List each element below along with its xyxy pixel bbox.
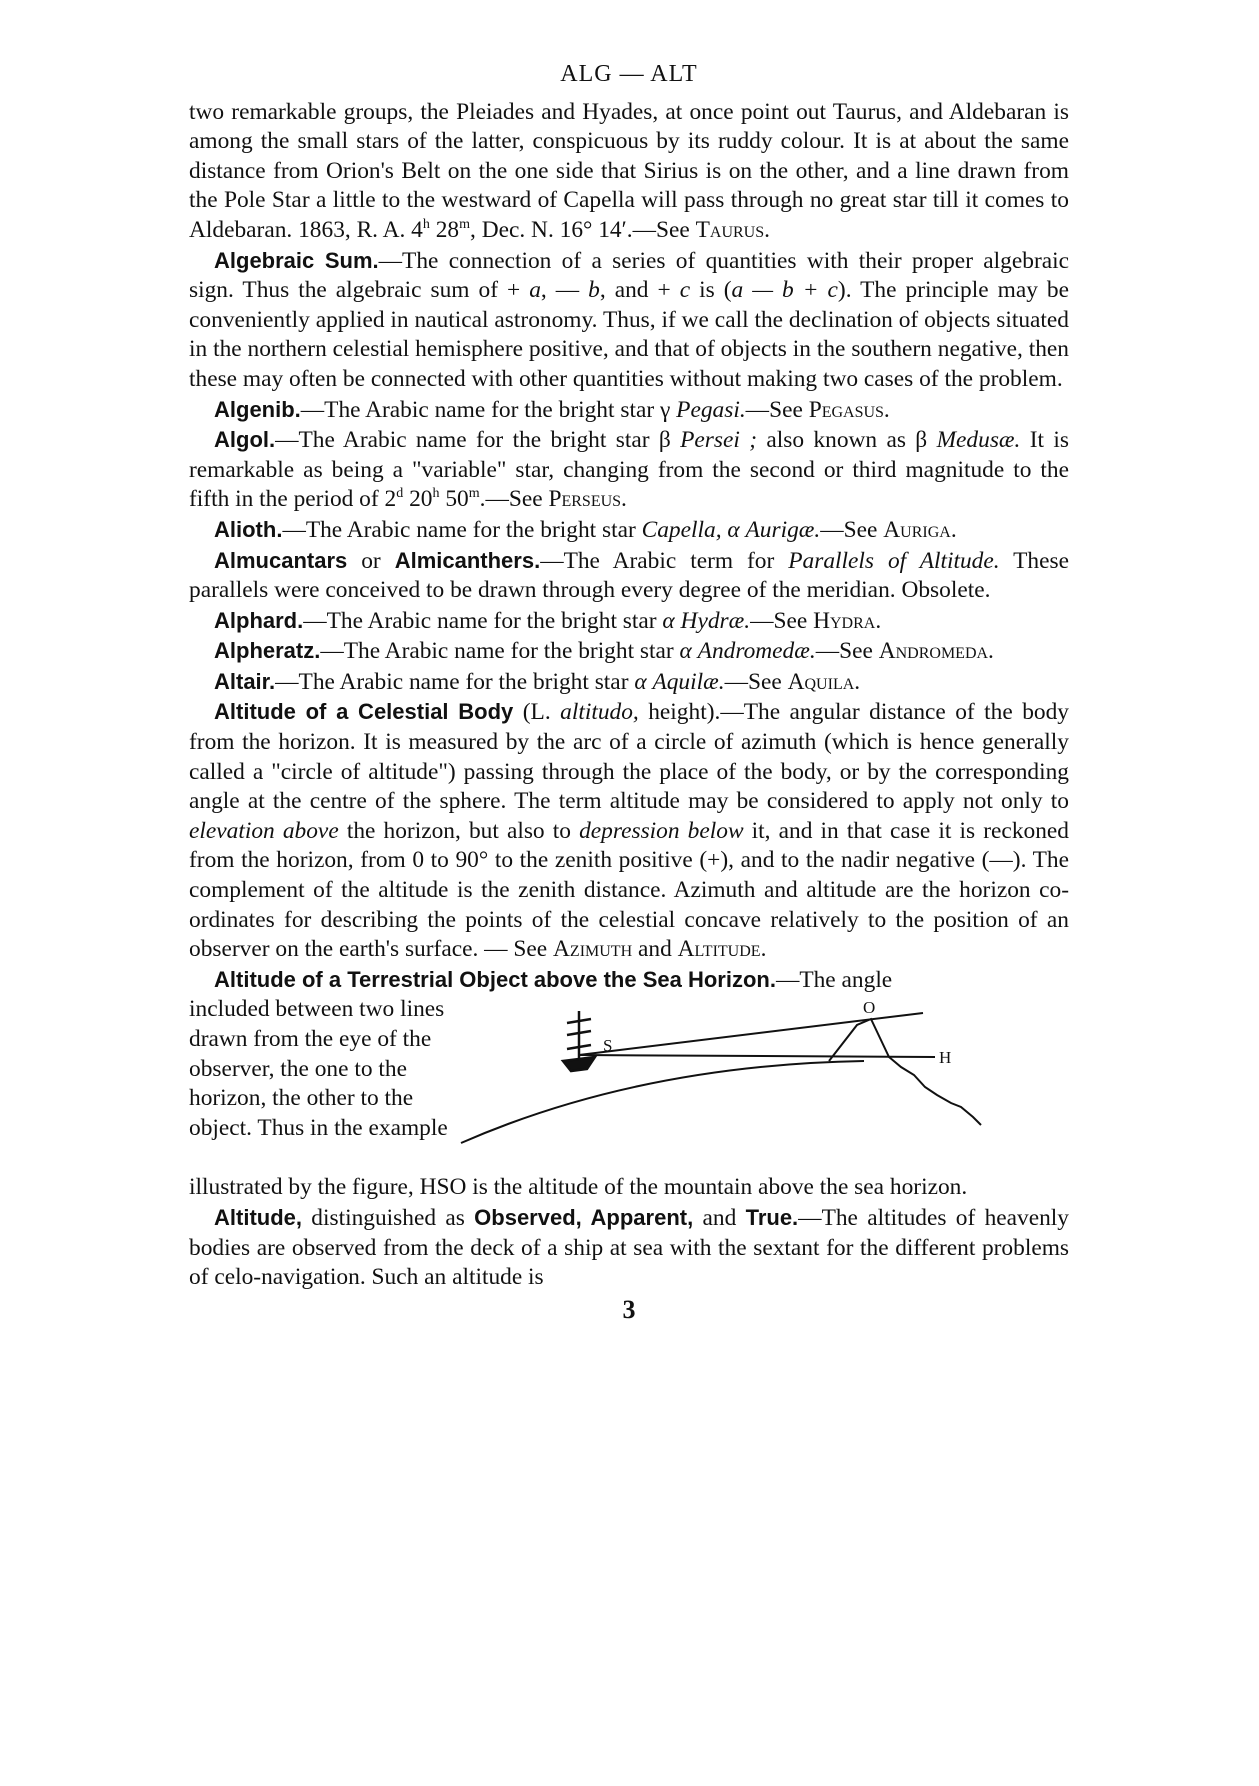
sea-curve — [461, 1061, 864, 1143]
entry-headword-true: True. — [745, 1205, 799, 1230]
entry-headword: Almucantars — [214, 547, 348, 573]
entry-headword: Altitude, — [214, 1205, 302, 1230]
figure-block — [189, 995, 1069, 1173]
cross-reference: Aquila. — [787, 668, 861, 695]
entry-headword: Algol. — [214, 427, 276, 453]
entry-altitude-terrestrial-object: Altitude of a Terrestrial Object above the Sea Horizon.—The angle — [214, 966, 893, 993]
label-o: O — [863, 998, 876, 1018]
entry-alphard: Alphard.—The Arabic name for the bright star α Hydræ.—See Hydra. — [214, 607, 882, 634]
entry-headword: Alpheratz. — [214, 638, 321, 664]
entry-headword: Alphard. — [214, 607, 304, 633]
cross-reference: Auriga. — [883, 516, 957, 543]
entry-algenib: Algenib.—The Arabic name for the bright star γ Pegasi.—See Pegasus. — [214, 396, 890, 423]
entry-algebraic-sum: Algebraic Sum.—The connection of a series of quantities with their proper algebraic sign. Thus the algebraic sum of + a, — b, and + c is (a — b + c). The principle may be conveniently applied in nautical astronomy. Thus, if we call the declination of objects situated in the northern celestial hemisphere positive, and that of objects in the southern negative, then these may often be connected with other quantities without making two cases of the problem. — [189, 247, 1070, 392]
cross-reference: Azimuth — [553, 936, 633, 963]
cross-reference: Pegasus. — [808, 396, 890, 423]
figure-wrap-text: included between two lines drawn from the eye of the observer, the one to the horizon, the other to the object. Thus in the example — [189, 996, 448, 1141]
entry-headword: Algebraic Sum. — [214, 247, 379, 273]
label-h: H — [939, 1048, 952, 1068]
page-content — [189, 60, 1069, 1324]
cross-reference: Taurus. — [695, 216, 770, 243]
entry-headword-observed: Observed, — [474, 1205, 582, 1230]
entry-algol: Algol.—The Arabic name for the bright star β Persei ; also known as β Medusæ. It is remarkable as being a "variable" star, changing from the second or third magnitude to the fifth in the period of 2$^d$ 20$^h$ 50$^m$.—See Perseus. — [189, 427, 1069, 513]
entry-alpheratz: Alpheratz.—The Arabic name for the bright star α Andromedæ.—See Andromeda. — [214, 638, 994, 665]
entry-altitude-observed: Altitude, distinguished as Observed, Apparent, and True.—The altitudes of heavenly bodies are observed from the deck of a ship at sea with the sextant for the different problems of celo-navigation. Such an altitude is — [189, 1205, 1069, 1291]
label-s: S — [603, 1036, 613, 1056]
entry-altitude-celestial-body: Altitude of a Celestial Body (L. altitudo, height).—The angular distance of the body from the horizon. It is measured by the arc of a circle of azimuth (which is hence generally called a "circle of altitude") passing through the place of the body, or by the corresponding angle at the centre of the sphere. The term altitude may be considered to apply not only to elevation above the horizon, but also to depression below it, and in that case it is reckoned from the horizon, from 0 to 90° to the zenith positive (+), and to the nadir negative (—). The complement of the altitude is the zenith distance. Azimuth and altitude are the horizon co-ordinates for describing the points of the celestial concave relatively to the position of an observer on the earth's surface. — See Azimuth and Altitude. — [189, 699, 1070, 963]
entry-headword: Altitude of a Celestial Body — [214, 699, 514, 725]
entry-headword: Alioth. — [214, 516, 283, 542]
horizon-line — [579, 1055, 935, 1057]
entry-headword: Altitude of a Terrestrial Object above the Sea Horizon. — [214, 966, 776, 992]
continuation-paragraph: two remarkable groups, the Pleiades and Hyades, at once point out Taurus, and Aldebaran is among the small stars of the latter, conspicuous by its ruddy colour. It is at about the same distance from Orion's Belt on the one side that Sirius is on the other, and a line drawn from the Pole Star a little to the westward of Capella will pass through no great star till it comes to Aldebaran. 1863, R. A. 4$^h$ 28$^m$, Dec. N. 16° 14′.—See Taurus. — [189, 98, 1069, 243]
entry-alioth: Alioth.—The Arabic name for the bright star Capella, α Aurigæ.—See Auriga. — [214, 516, 957, 543]
entry-altair: Altair.—The Arabic name for the bright star α Aquilæ.—See Aquila. — [214, 668, 861, 695]
line-to-object — [579, 1013, 923, 1055]
entry-almucantars: Almucantars or Almicanthers.—The Arabic term for Parallels of Altitude. These parallels were conceived to be drawn through every degree of the meridian. Obsolete. — [189, 547, 1069, 604]
altitude-figure — [459, 995, 1069, 1173]
running-head: ALG — ALT — [560, 61, 698, 87]
cross-reference: Perseus. — [548, 486, 627, 513]
cross-reference: Hydra. — [813, 607, 882, 634]
cross-reference: Andromeda. — [878, 638, 994, 665]
entry-headword: Altair. — [214, 668, 276, 694]
ship-icon — [563, 1011, 595, 1071]
entry-altitude-terrestrial-continued: illustrated by the figure, HSO is the altitude of the mountain above the sea horizon. — [189, 1174, 968, 1201]
entry-headword-apparent: Apparent, — [581, 1205, 694, 1230]
page-number: 3 — [622, 1294, 636, 1324]
entry-headword-alt: Almicanthers. — [394, 547, 541, 573]
entry-headword: Algenib. — [214, 396, 301, 422]
cross-reference: Altitude. — [677, 936, 767, 963]
mountain-outline — [829, 1019, 981, 1125]
